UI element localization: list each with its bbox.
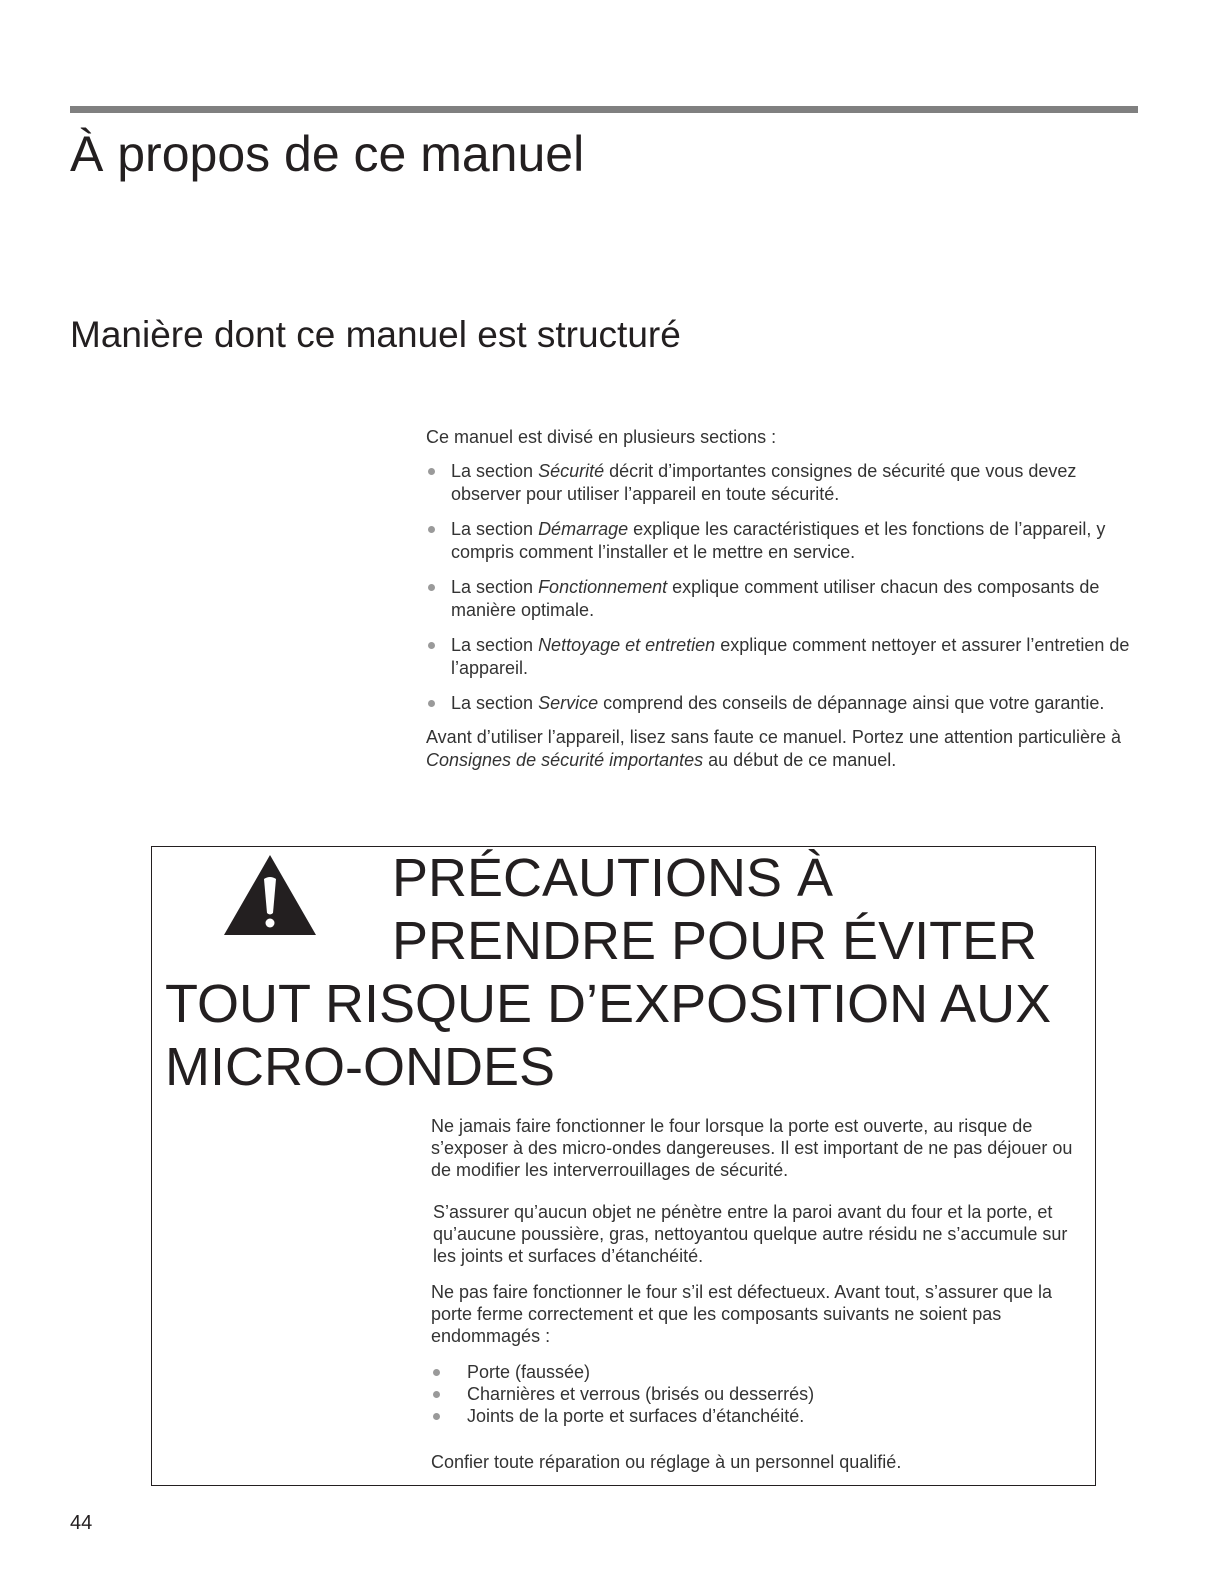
- warning-paragraph: Confier toute réparation ou réglage à un personnel qualifié.: [431, 1452, 902, 1472]
- list-item: [426, 518, 1138, 564]
- warning-heading-line: PRÉCAUTIONS À: [392, 848, 834, 908]
- item-text: explique comment nettoyer et assurer l’entretien de l’appareil.: [451, 635, 1130, 678]
- item-text: La section: [451, 635, 539, 655]
- list-item: [426, 692, 1138, 715]
- sections-list: [426, 460, 1138, 715]
- warning-heading-line: TOUT RISQUE D’EXPOSITION AUX: [165, 974, 1052, 1034]
- warning-paragraph: Ne jamais faire fonctionner le four lorsque la porte est ouverte, au risque de s’exposer à des micro-ondes dangereuses. Il est important de ne pas déjouer ou de modifier les interverrouillages de sécurité.: [431, 1116, 1073, 1180]
- list-item: [426, 460, 1138, 506]
- item-text: comprend des conseils de dépannage ainsi que votre garantie.: [598, 693, 1105, 713]
- item-section-name: Démarrage: [538, 519, 629, 539]
- bullet-icon: [433, 1413, 440, 1420]
- bullet-icon: [428, 468, 435, 475]
- bullet-icon: [428, 584, 435, 591]
- list-item: [431, 1383, 1091, 1405]
- item-text: décrit d’importantes consignes de sécurité que vous devez observer pour utiliser l’appareil en toute sécurité.: [451, 461, 1077, 504]
- list-item: [431, 1361, 1091, 1383]
- closing-reference: Consignes de sécurité importantes: [426, 750, 704, 770]
- warning-box: [151, 846, 1096, 1486]
- top-rule: [70, 106, 1138, 113]
- warning-body: [431, 1115, 1091, 1473]
- item-text: La section: [451, 519, 539, 539]
- bullet-icon: [433, 1369, 440, 1376]
- item-section-name: Service: [538, 693, 599, 713]
- closing-text-part: au début de ce manuel.: [703, 750, 897, 770]
- item-text: La section: [451, 577, 539, 597]
- item-text: explique comment utiliser chacun des composants de manière optimale.: [451, 577, 1100, 620]
- list-item: [426, 576, 1138, 622]
- bullet-icon: [428, 526, 435, 533]
- bullet-icon: [433, 1391, 440, 1398]
- item-section-name: Sécurité: [538, 461, 605, 481]
- warning-components-list: [431, 1361, 1091, 1427]
- item-section-name: Nettoyage et entretien: [538, 635, 716, 655]
- closing-text-part: Avant d’utiliser l’appareil, lisez sans faute ce manuel. Portez une attention particulière à: [426, 727, 1122, 747]
- section-title: Manière dont ce manuel est structuré: [70, 314, 681, 355]
- item-text: La section: [451, 461, 539, 481]
- body-column: [426, 426, 1138, 772]
- intro-text: Ce manuel est divisé en plusieurs sections :: [426, 427, 777, 447]
- item-text: Porte (faussée): [467, 1362, 591, 1382]
- item-text: Charnières et verrous (brisés ou desserrés): [467, 1384, 815, 1404]
- warning-triangle-icon: [222, 853, 318, 937]
- list-item: [426, 634, 1138, 680]
- item-text: explique les caractéristiques et les fonctions de l’appareil, y compris comment l’installer et le mettre en service.: [451, 519, 1106, 562]
- page-title: À propos de ce manuel: [70, 126, 585, 182]
- bullet-icon: [428, 642, 435, 649]
- warning-paragraph: S’assurer qu’aucun objet ne pénètre entre la paroi avant du four et la porte, et qu’aucune poussière, gras, nettoyantou quelque autre résidu ne s’accumule sur les joints et surfaces d’étanchéité.: [433, 1202, 1068, 1266]
- closing-text: [426, 726, 1138, 772]
- item-text: Joints de la porte et surfaces d’étanchéité.: [467, 1406, 805, 1426]
- item-section-name: Fonctionnement: [538, 577, 668, 597]
- bullet-icon: [428, 700, 435, 707]
- list-item: [431, 1405, 1091, 1427]
- warning-paragraph: Ne pas faire fonctionner le four s’il est défectueux. Avant tout, s’assurer que la porte ferme correctement et que les composants suivants ne soient pas endommagés :: [431, 1282, 1053, 1346]
- page-number: 44: [70, 1512, 93, 1534]
- warning-heading-line: MICRO-ONDES: [165, 1037, 555, 1097]
- item-text: La section: [451, 693, 539, 713]
- warning-heading-line: PRENDRE POUR ÉVITER: [392, 911, 1038, 971]
